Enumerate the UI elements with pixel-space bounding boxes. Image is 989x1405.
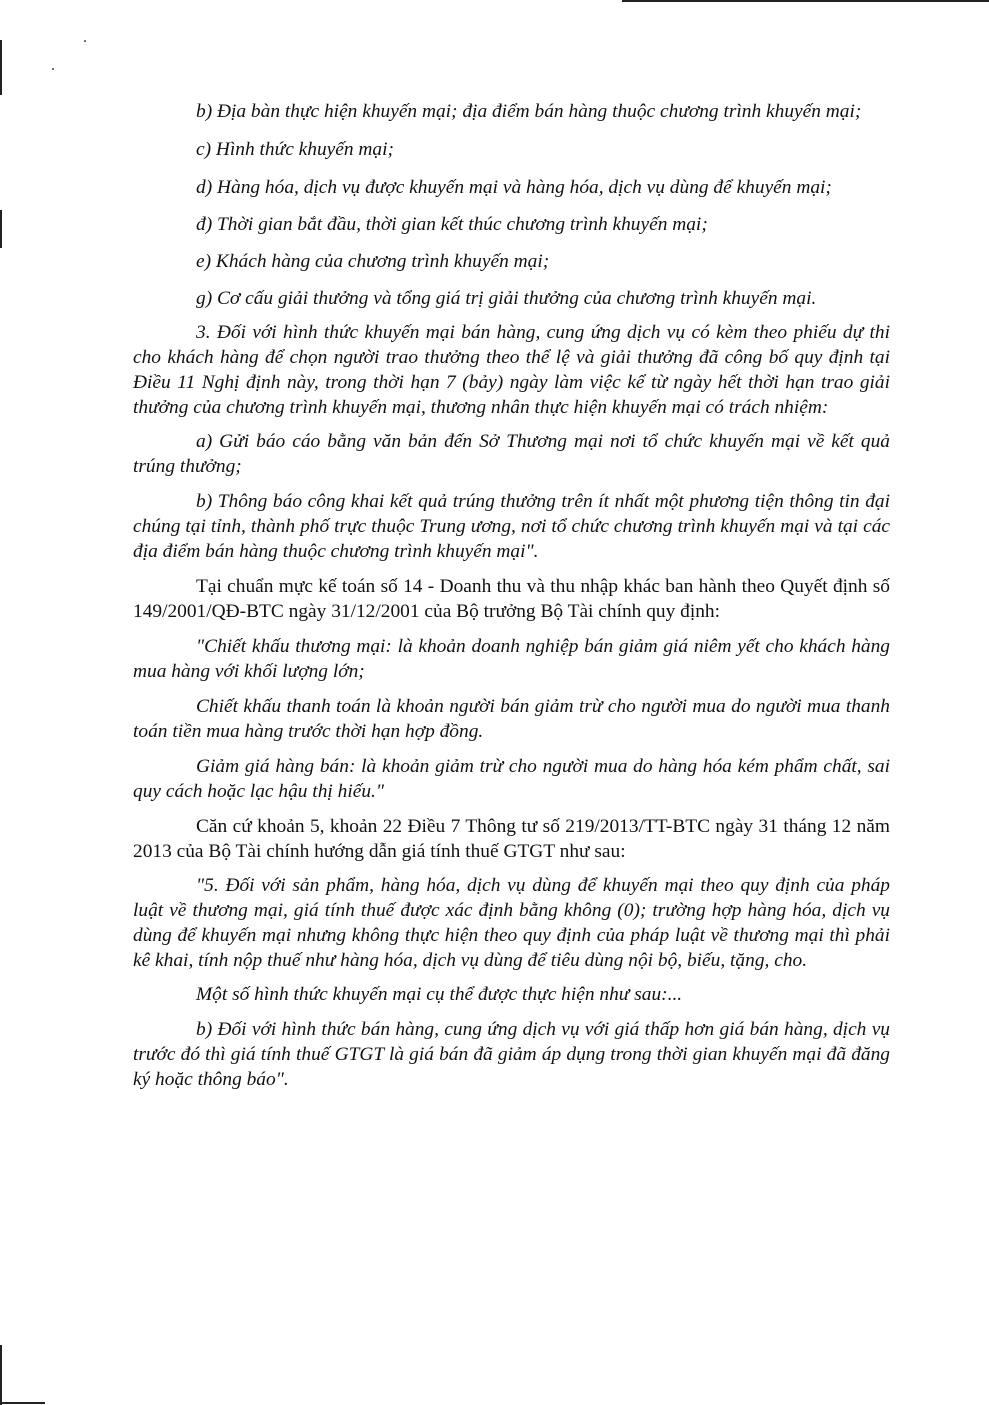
paragraph: đ) Thời gian bắt đầu, thời gian kết thúc chương trình khuyến mại;: [196, 214, 708, 235]
paragraph: Chiết khấu thanh toán là khoản người bán giảm trừ cho người mua do người mua thanh toán tiền mua hàng trước thời hạn hợp đồng.: [133, 696, 890, 742]
paragraph: b) Đối với hình thức bán hàng, cung ứng dịch vụ với giá thấp hơn giá bán hàng, dịch vụ trước đó thì giá tính thuế GTGT là giá bán đã giảm áp dụng trong thời gian khuyến mại đã đăng ký hoặc thông báo".: [133, 1019, 890, 1090]
scan-edge-line: [0, 1402, 45, 1404]
scan-speck: [52, 68, 54, 70]
paragraph: c) Hình thức khuyến mại;: [196, 139, 394, 160]
paragraph: d) Hàng hóa, dịch vụ được khuyến mại và hàng hóa, dịch vụ dùng để khuyến mại;: [196, 177, 832, 198]
scan-edge-line: [0, 210, 2, 248]
paragraph: Một số hình thức khuyến mại cụ thể được thực hiện như sau:...: [196, 984, 683, 1005]
paragraph: Giảm giá hàng bán: là khoản giảm trừ cho người mua do hàng hóa kém phẩm chất, sai quy cách hoặc lạc hậu thị hiếu.": [133, 756, 890, 802]
paragraph: 3. Đối với hình thức khuyến mại bán hàng, cung ứng dịch vụ có kèm theo phiếu dự thi cho khách hàng để chọn người trao thưởng theo thể lệ và giải thưởng đã công bố quy định tại Điều 11 Nghị định này, trong thời hạn 7 (bảy) ngày làm việc kể từ ngày hết thời hạn trao giải thưởng của chương trình khuyến mại, thương nhân thực hiện khuyến mại có trách nhiệm:: [133, 322, 890, 418]
scan-edge-line: [0, 1345, 2, 1405]
paragraph: b) Địa bàn thực hiện khuyến mại; địa điểm bán hàng thuộc chương trình khuyến mại;: [196, 101, 862, 122]
scan-speck: [84, 40, 86, 42]
paragraph: Tại chuẩn mực kế toán số 14 - Doanh thu và thu nhập khác ban hành theo Quyết định số 149/2001/QĐ-BTC ngày 31/12/2001 của Bộ trưởng Bộ Tài chính quy định:: [133, 576, 890, 622]
paragraph: "Chiết khấu thương mại: là khoản doanh nghiệp bán giảm giá niêm yết cho khách hàng mua hàng với khối lượng lớn;: [133, 636, 890, 682]
scan-edge-line: [0, 40, 2, 95]
paragraph: b) Thông báo công khai kết quả trúng thưởng trên ít nhất một phương tiện thông tin đại chúng tại tỉnh, thành phố trực thuộc Trung ương, nơi tổ chức chương trình khuyến mại và tại các địa điểm bán hàng thuộc chương trình khuyến mại".: [133, 491, 890, 562]
paragraph: a) Gửi báo cáo bằng văn bản đến Sở Thương mại nơi tổ chức khuyến mại về kết quả trúng thưởng;: [133, 431, 890, 477]
paragraph: e) Khách hàng của chương trình khuyến mại;: [196, 251, 550, 272]
paragraph: g) Cơ cấu giải thưởng và tổng giá trị giải thưởng của chương trình khuyến mại.: [196, 288, 817, 309]
scan-edge-line: [622, 0, 989, 2]
document-body: [133, 99, 890, 1092]
paragraph: "5. Đối với sản phẩm, hàng hóa, dịch vụ dùng để khuyến mại theo quy định của pháp luật về thương mại, giá tính thuế được xác định bằng không (0); trường hợp hàng hóa, dịch vụ dùng để khuyến mại nhưng không thực hiện theo quy định của pháp luật về thương mại thì phải kê khai, tính nộp thuế như hàng hóa, dịch vụ dùng để tiêu dùng nội bộ, biếu, tặng, cho.: [133, 875, 890, 971]
paragraph: Căn cứ khoản 5, khoản 22 Điều 7 Thông tư số 219/2013/TT-BTC ngày 31 tháng 12 năm 2013 của Bộ Tài chính hướng dẫn giá tính thuế GTGT như sau:: [133, 816, 890, 862]
